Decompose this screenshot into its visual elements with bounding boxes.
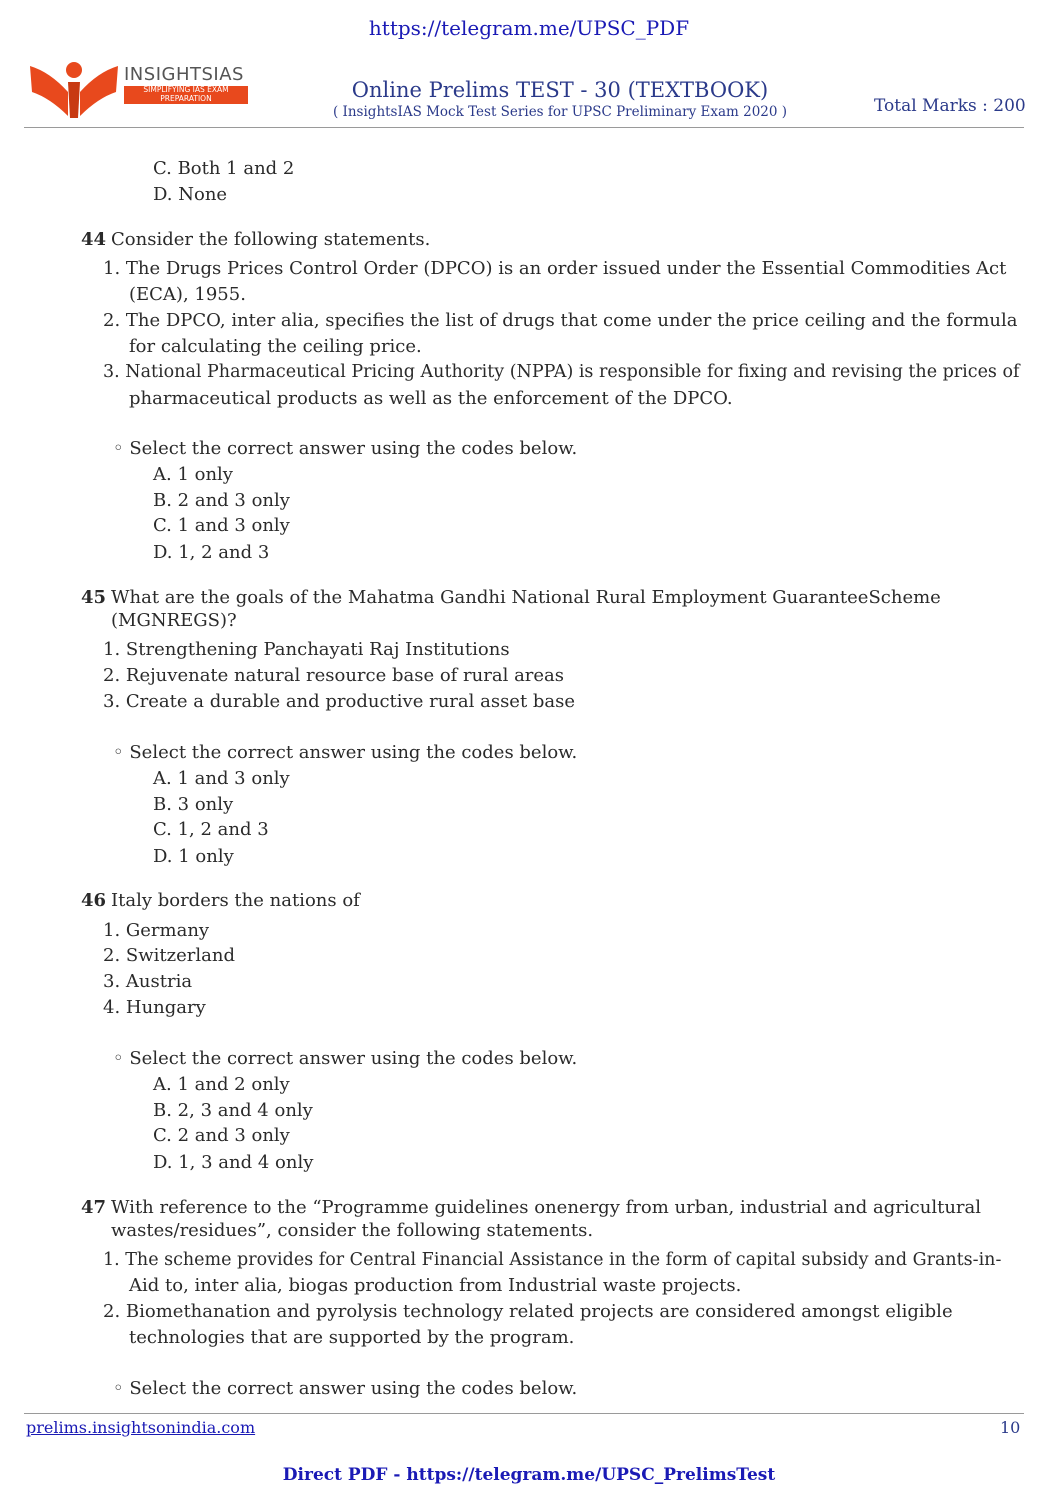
header-divider	[24, 127, 1024, 128]
question-number: 46	[81, 890, 107, 911]
insightsias-logo-icon	[28, 58, 120, 120]
option-d: D. 1, 3 and 4 only	[153, 1152, 314, 1173]
option-c: C. 2 and 3 only	[153, 1125, 290, 1146]
top-link[interactable]: https://telegram.me/UPSC_PDF	[368, 16, 690, 40]
statement-cont: Aid to, inter alia, biogas production from Industrial waste projects.	[129, 1275, 742, 1296]
total-marks: Total Marks : 200	[874, 96, 1026, 116]
question-text: Italy borders the nations of	[111, 890, 360, 911]
statement: 4. Hungary	[103, 997, 206, 1018]
statement: 2. The DPCO, inter alia, specifies the list of drugs that come under the price ceiling and the formula	[103, 310, 1018, 331]
option-c: C. 1, 2 and 3	[153, 819, 269, 840]
footer-site-link[interactable]: prelims.insightsonindia.com	[26, 1418, 256, 1437]
option-d: D. 1 only	[153, 846, 234, 867]
option-d: D. None	[153, 184, 228, 205]
option-b: B. 2 and 3 only	[153, 490, 290, 511]
statement: 3. Austria	[103, 971, 193, 992]
statement: 3. National Pharmaceutical Pricing Authority (NPPA) is responsible for fixing and revising the prices of	[103, 362, 1020, 382]
question-text: Consider the following statements.	[111, 229, 431, 250]
option-c: C. 1 and 3 only	[153, 515, 290, 536]
option-a: A. 1 and 3 only	[153, 768, 290, 789]
bottom-link[interactable]: Direct PDF - https://telegram.me/UPSC_PrelimsTest	[282, 1465, 776, 1485]
footer-divider	[24, 1413, 1024, 1414]
answer-instruction: ◦ Select the correct answer using the codes below.	[113, 1378, 578, 1399]
test-subtitle: ( InsightsIAS Mock Test Series for UPSC Preliminary Exam 2020 )	[332, 104, 788, 120]
question-number: 45	[81, 587, 107, 608]
question-number: 44	[81, 229, 107, 250]
answer-instruction: ◦ Select the correct answer using the codes below.	[113, 438, 578, 459]
statement: 2. Biomethanation and pyrolysis technology related projects are considered amongst eligible	[103, 1301, 953, 1322]
option-c: C. Both 1 and 2	[153, 158, 295, 179]
answer-instruction: ◦ Select the correct answer using the codes below.	[113, 742, 578, 763]
statement: 2. Rejuvenate natural resource base of rural areas	[103, 665, 565, 686]
statement-cont: for calculating the ceiling price.	[129, 336, 422, 357]
statement: 1. Strengthening Panchayati Raj Institutions	[103, 639, 510, 660]
statement-cont: (ECA), 1955.	[129, 284, 246, 305]
test-title: Online Prelims TEST - 30 (TEXTBOOK)	[351, 78, 769, 102]
option-a: A. 1 and 2 only	[153, 1074, 290, 1095]
option-a: A. 1 only	[153, 464, 233, 485]
question-text: What are the goals of the Mahatma Gandhi National Rural Employment GuaranteeScheme	[111, 587, 941, 608]
logo-brand: INSIGHTSIAS	[124, 64, 244, 85]
question-text: With reference to the “Programme guidelines onenergy from urban, industrial and agricultural	[111, 1197, 982, 1218]
option-b: B. 2, 3 and 4 only	[153, 1100, 313, 1121]
page-number: 10	[1000, 1418, 1021, 1437]
statement: 2. Switzerland	[103, 945, 235, 966]
statement: 3. Create a durable and productive rural asset base	[103, 691, 576, 712]
statement: 1. The scheme provides for Central Financial Assistance in the form of capital subsidy and Grants-in-	[103, 1250, 1002, 1270]
statement-cont: pharmaceutical products as well as the enforcement of the DPCO.	[129, 388, 733, 409]
answer-instruction: ◦ Select the correct answer using the codes below.	[113, 1048, 578, 1069]
statement-cont: technologies that are supported by the program.	[129, 1327, 575, 1348]
option-b: B. 3 only	[153, 794, 234, 815]
question-text-cont: (MGNREGS)?	[111, 610, 237, 631]
statement: 1. Germany	[103, 920, 210, 941]
option-d: D. 1, 2 and 3	[153, 542, 270, 563]
logo-tagline: SIMPLIFYING IAS EXAM PREPARATION	[124, 86, 248, 104]
question-text-cont: wastes/residues”, consider the following statements.	[111, 1220, 594, 1241]
statement: 1. The Drugs Prices Control Order (DPCO) is an order issued under the Essential Commodities Act	[103, 258, 1007, 279]
question-number: 47	[81, 1197, 107, 1218]
